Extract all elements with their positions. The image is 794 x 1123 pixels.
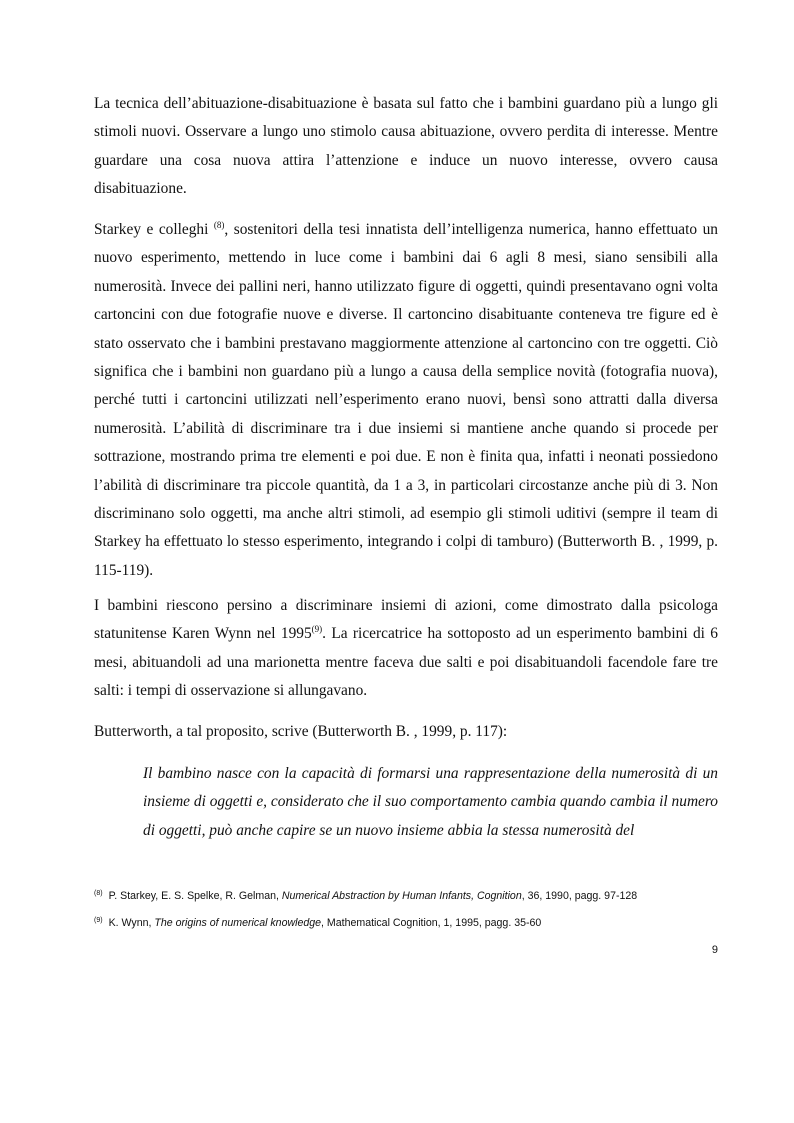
- footnote-mark: (9): [94, 917, 103, 924]
- footnote-reference[interactable]: (8): [213, 220, 225, 230]
- footnote-title: The origins of numerical knowledge: [154, 917, 322, 929]
- footnote-9: [94, 916, 734, 930]
- paragraph-text: . La ricercatrice ha sottoposto ad un esperimento bambini di 6 mesi, abituandoli ad una marionetta mentre faceva due salti e poi disabituandoli facendole fare tre salti: i tempi di osservazione si allungavano.: [94, 625, 718, 700]
- paragraph-text: Starkey e colleghi: [94, 221, 214, 238]
- footnote-details: , Mathematical Cognition, 1, 1995, pagg. 35-60: [321, 917, 542, 929]
- footnote-mark: (8): [94, 890, 103, 897]
- paragraph-butterworth-intro: Butterworth, a tal proposito, scrive (Butterworth B. , 1999, p. 117):: [94, 723, 508, 740]
- page-number: 9: [711, 944, 718, 956]
- paragraph-text: , sostenitori della tesi innatista dell’intelligenza numerica, hanno effettuato un nuovo esperimento, mettendo in luce come i bambini dai 6 agli 8 mesi, siano sensibili alla numerosità. Invece dei pallini neri, hanno utilizzato figure di oggetti, quindi presentavano ogni volta cartoncini con due fotografie nuove e diverse. Il cartoncino disabituante conteneva tre figure ed è stato osservato che i bambini prestavano maggiormente attenzione al cartoncino con tre oggetti. Ciò significa che i bambini non guardano più a lungo a causa della semplice novità (fotografia nuova), perché tutti i cartoncini utilizzati nell’esperimento erano nuovi, bensì sono attratti dalla diversa numerosità. L’abilità di discriminare tra i due insiemi si mantiene anche quando si procede per sottrazione, mostrando prima tre elementi e poi due. E non è finita qua, infatti i neonati possiedono l’abilità di discriminare tra piccole quantità, da 1 a 3, in particolari circostanze anche più di 3. Non discriminano solo oggetti, ma anche altri stimoli, ad esempio gli stimoli uditivi (sempre il team di Starkey ha effettuato lo stesso esperimento, integrando i colpi di tamburo) (Butterworth B. , 1999, p. 115-119).: [94, 221, 718, 579]
- paragraph-text: I bambini riescono persino a discriminare insiemi di azioni, come dimostrato dalla psicologa statunitense Karen Wynn nel 1995: [94, 597, 718, 643]
- footnote-title: Numerical Abstraction by Human Infants, Cognition: [281, 890, 522, 902]
- footnote-reference[interactable]: (9): [311, 624, 323, 635]
- block-quote: Il bambino nasce con la capacità di formarsi una rappresentazione della numerosità di un insieme di oggetti e, considerato che il suo comportamento cambia quando cambia il numero di oggetti, può anche capire se un nuovo insieme abbia la stessa numerosità del: [143, 765, 718, 839]
- footnote-8: [94, 889, 734, 903]
- paragraph-wynn: [94, 592, 718, 706]
- footnote-authors: K. Wynn,: [108, 917, 155, 929]
- paragraph-starkey: [94, 216, 718, 585]
- paragraph-habituation: La tecnica dell’abituazione-disabituazione è basata sul fatto che i bambini guardano più a lungo gli stimoli nuovi. Osservare a lungo uno stimolo causa abituazione, ovvero perdita di interesse. Mentre guardare una cosa nuova attira l’attenzione e induce un nuovo interesse, ovvero causa disabituazione.: [94, 95, 718, 198]
- footnote-details: , 36, 1990, pagg. 97-128: [521, 890, 638, 902]
- footnote-authors: P. Starkey, E. S. Spelke, R. Gelman,: [108, 890, 282, 902]
